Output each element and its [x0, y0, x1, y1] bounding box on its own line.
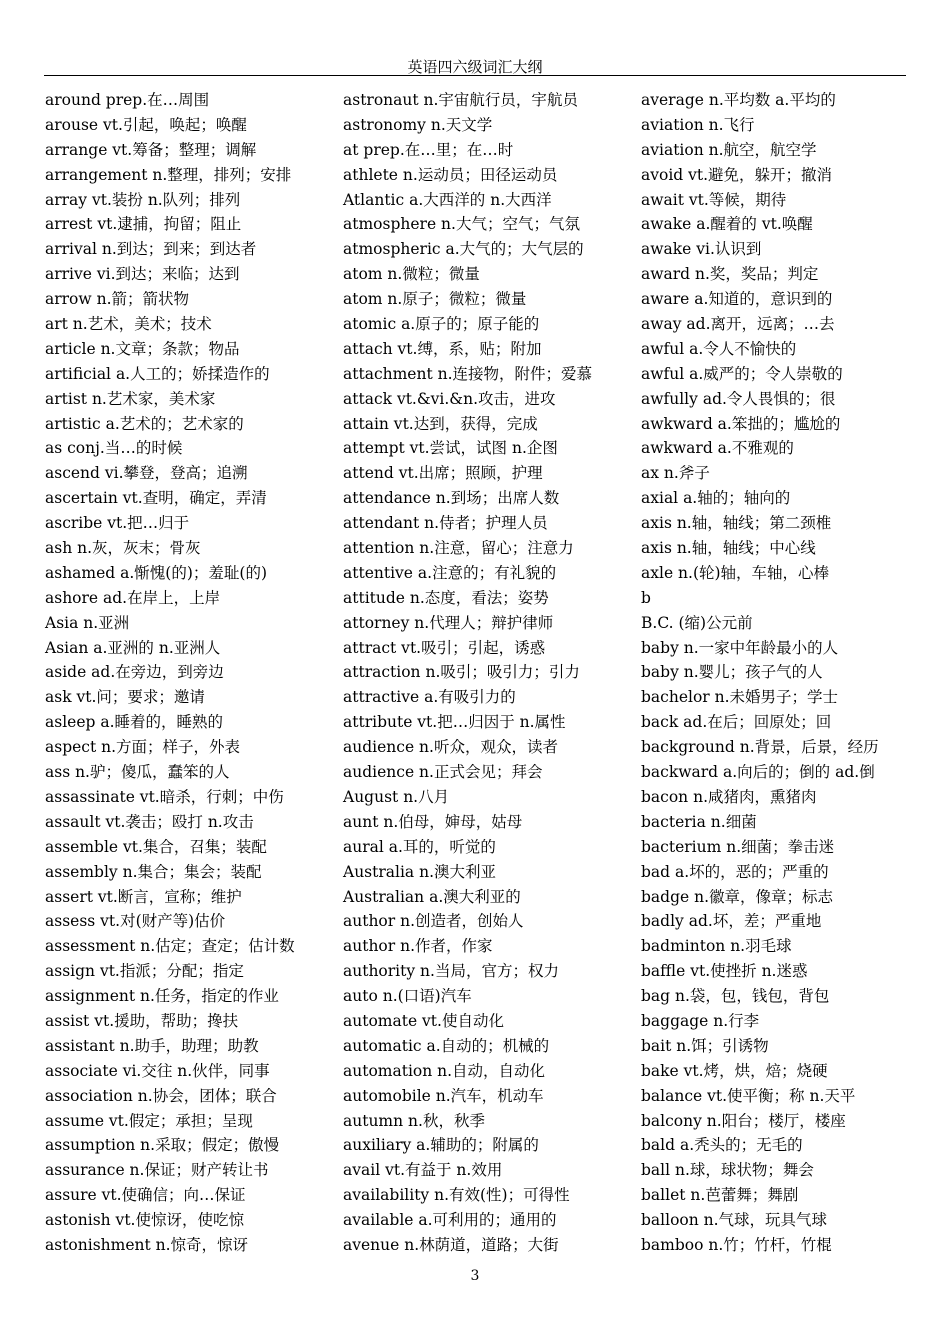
vocab-entry: b — [641, 588, 651, 607]
vocab-entry: aspect n.方面；样子，外表 — [45, 738, 241, 757]
vocab-entry: bamboo n.竹；竹杆，竹棍 — [641, 1235, 832, 1254]
vocab-entry: art n.艺术，美术；技术 — [45, 315, 212, 334]
vocab-entry: assignment n.任务，指定的作业 — [45, 987, 279, 1006]
vocab-entry: astronaut n.宇宙航行员，宇航员 — [343, 91, 578, 109]
vocab-entry: attach vt.缚，系，贴；附加 — [343, 339, 542, 358]
vocab-entry: aunt n.伯母，婶母，姑母 — [343, 812, 523, 831]
vocab-entry: away ad.离开，远离；…去 — [641, 315, 835, 334]
vocab-entry: avail vt.有益于 n.效用 — [343, 1161, 503, 1180]
header-rule — [44, 75, 906, 76]
vocab-entry: attempt vt.尝试，试图 n.企图 — [343, 439, 558, 458]
vocab-entry: baby n.一家中年龄最小的人 — [641, 638, 839, 657]
vocab-entry: Atlantic a.大西洋的 n.大西洋 — [343, 190, 552, 209]
vocab-entry: assist vt.援助，帮助；搀扶 — [45, 1011, 239, 1030]
vocab-entry: ascertain vt.查明，确定，弄清 — [45, 489, 267, 508]
vocab-entry: bad a.坏的，恶的；严重的 — [641, 862, 829, 881]
page-number: 3 — [470, 1268, 480, 1284]
vocab-entry: autumn n.秋，秋季 — [343, 1111, 485, 1130]
vocab-entry: astonishment n.惊奇，惊讶 — [45, 1235, 249, 1254]
vocab-entry: attention n.注意，留心；注意力 — [343, 539, 574, 558]
vocab-entry: ashore ad.在岸上，上岸 — [45, 588, 221, 607]
vocab-entry: attendance n.到场；出席人数 — [343, 489, 560, 508]
vocab-entry: attorney n.代理人；辩护律师 — [343, 613, 554, 632]
vocab-entry: auto n.(口语)汽车 — [343, 987, 472, 1006]
vocab-column-3 — [641, 88, 879, 1258]
vocab-column-1 — [45, 88, 295, 1258]
vocab-entry: await vt.等候，期待 — [641, 190, 787, 209]
vocab-entry: attendant n.侍者；护理人员 — [343, 514, 548, 533]
vocab-entry: arrangement n.整理，排列；安排 — [45, 165, 292, 184]
vocab-entry: baggage n.行李 — [641, 1011, 760, 1030]
vocab-entry: back ad.在后；回原处；回 — [641, 713, 832, 732]
vocab-entry: attitude n.态度，看法；姿势 — [343, 588, 549, 607]
vocab-entry: arrive vi.到达；来临；达到 — [45, 265, 240, 284]
vocab-entry: ascend vi.攀登，登高；追溯 — [45, 464, 248, 483]
vocab-entry: balance vt.使平衡；称 n.天平 — [641, 1086, 856, 1105]
vocab-entry: bake vt.烤，烘，焙；烧硬 — [641, 1061, 828, 1080]
vocab-entry: baffle vt.使挫折 n.迷惑 — [641, 962, 808, 981]
vocab-column-2 — [343, 88, 592, 1258]
vocab-entry: assistant n.助手，助理；助教 — [45, 1036, 259, 1055]
vocab-entry: assure vt.使确信；向…保证 — [45, 1186, 246, 1205]
vocab-entry: avoid vt.避免，躲开；撤消 — [641, 165, 833, 184]
vocab-entry: awake vi.认识到 — [641, 240, 762, 259]
vocab-entry: Asia n.亚洲 — [45, 613, 130, 632]
vocab-entry: ashamed a.惭愧(的)；羞耻(的) — [45, 563, 267, 582]
vocab-entry: availability n.有效(性)；可得性 — [343, 1186, 570, 1205]
vocab-entry: athlete n.运动员；田径运动员 — [343, 165, 558, 184]
vocab-entry: bald a.秃头的；无毛的 — [641, 1136, 803, 1155]
vocab-entry: bait n.饵；引诱物 — [641, 1036, 769, 1055]
vocab-entry: arrange vt.筹备；整理；调解 — [45, 140, 257, 159]
vocab-entry: atmosphere n.大气；空气；气氛 — [343, 215, 580, 234]
vocab-entry: background n.背景，后景，经历 — [641, 738, 879, 757]
vocab-entry: automatic a.自动的；机械的 — [343, 1036, 550, 1055]
vocab-entry: ask vt.问；要求；邀请 — [45, 688, 205, 707]
vocab-entry: around prep.在…周围 — [45, 91, 210, 109]
vocab-entry: average n.平均数 a.平均的 — [641, 91, 836, 109]
vocab-entry: atom n.微粒；微量 — [343, 265, 480, 284]
vocab-entry: audience n.听众，观众，读者 — [343, 738, 558, 757]
vocab-entry: badminton n.羽毛球 — [641, 937, 792, 956]
vocab-entry: assert vt.断言，宣称；维护 — [45, 887, 242, 906]
vocab-entry: axle n.(轮)轴，车轴，心棒 — [641, 563, 830, 582]
vocab-entry: atomic a.原子的；原子能的 — [343, 315, 540, 334]
vocab-entry: assassinate vt.暗杀，行刺；中伤 — [45, 787, 284, 806]
vocab-entry: attain vt.达到，获得，完成 — [343, 414, 538, 433]
vocab-entry: artistic a.艺术的；艺术家的 — [45, 414, 244, 433]
vocab-entry: as conj.当…的时候 — [45, 439, 183, 458]
vocab-entry: ascribe vt.把…归于 — [45, 514, 190, 533]
vocab-entry: author n.创造者，创始人 — [343, 912, 524, 931]
vocab-entry: astonish vt.使惊讶，使吃惊 — [45, 1211, 244, 1230]
vocab-entry: artificial a.人工的；娇揉造作的 — [45, 364, 270, 383]
vocab-entry: backward a.向后的；倒的 ad.倒 — [641, 763, 875, 782]
vocab-entry: badly ad.坏，差；严重地 — [641, 912, 822, 931]
vocab-entry: bachelor n.未婚男子；学士 — [641, 688, 839, 707]
vocab-entry: available a.可利用的；通用的 — [343, 1211, 557, 1230]
vocab-entry: attraction n.吸引；吸引力；引力 — [343, 663, 580, 682]
vocab-entry: ballet n.芭蕾舞；舞剧 — [641, 1186, 799, 1205]
vocab-entry: article n.文章；条款；物品 — [45, 339, 240, 358]
vocab-entry: association n.协会，团体；联合 — [45, 1086, 277, 1105]
vocab-entry: balcony n.阳台；楼厅，楼座 — [641, 1111, 846, 1130]
vocab-entry: assemble vt.集合，召集；装配 — [45, 837, 267, 856]
vocab-entry: award n.奖，奖品；判定 — [641, 265, 819, 284]
vocab-entry: axis n.轴，轴线；中心线 — [641, 539, 816, 558]
vocab-entry: audience n.正式会见；拜会 — [343, 763, 543, 782]
vocab-entry: B.C. (缩)公元前 — [641, 613, 753, 632]
vocab-entry: awfully ad.令人畏惧的；很 — [641, 389, 836, 408]
vocab-entry: array vt.装扮 n.队列；排列 — [45, 190, 241, 209]
vocab-entry: arrival n.到达；到来；到达者 — [45, 240, 257, 259]
vocab-entry: axis n.轴，轴线；第二颈椎 — [641, 514, 832, 533]
vocab-entry: bag n.袋，包，钱包，背包 — [641, 987, 830, 1006]
vocab-entry: atom n.原子；微粒；微量 — [343, 290, 527, 309]
vocab-entry: aviation n.飞行 — [641, 115, 755, 134]
vocab-entry: badge n.徽章，像章；标志 — [641, 887, 834, 906]
vocab-entry: assurance n.保证；财产转让书 — [45, 1161, 269, 1180]
vocab-entry: authority n.当局，官方；权力 — [343, 962, 559, 981]
vocab-entry: aside ad.在旁边，到旁边 — [45, 663, 224, 682]
vocab-entry: assess vt.对(财产等)估价 — [45, 912, 226, 931]
vocab-entry: baby n.婴儿；孩子气的人 — [641, 663, 823, 682]
vocab-entry: attribute vt.把…归因于 n.属性 — [343, 713, 566, 732]
vocab-entry: attachment n.连接物，附件；爱慕 — [343, 364, 593, 383]
vocab-entry: astronomy n.天文学 — [343, 115, 493, 134]
vocab-entry: attract vt.吸引；引起，诱惑 — [343, 638, 546, 657]
vocab-entry: at prep.在…里；在…时 — [343, 140, 514, 159]
vocab-entry: bacterium n.细菌；拳击迷 — [641, 837, 835, 856]
vocab-entry: auxiliary a.辅助的；附属的 — [343, 1136, 539, 1155]
vocab-entry: assault vt.袭击；殴打 n.攻击 — [45, 812, 254, 831]
vocab-entry: attractive a.有吸引力的 — [343, 688, 516, 707]
vocab-entry: arouse vt.引起，唤起；唤醒 — [45, 115, 247, 134]
vocab-entry: Australian a.澳大利亚的 — [343, 887, 521, 906]
vocab-entry: automation n.自动，自动化 — [343, 1061, 546, 1080]
vocab-entry: arrow n.箭；箭状物 — [45, 290, 189, 309]
vocab-entry: atmospheric a.大气的；大气层的 — [343, 240, 584, 259]
vocab-entry: attentive a.注意的；有礼貌的 — [343, 563, 557, 582]
vocab-entry: assessment n.估定；查定；估计数 — [45, 937, 295, 956]
vocab-entry: awful a.威严的；令人崇敬的 — [641, 364, 843, 383]
vocab-entry: artist n.艺术家，美术家 — [45, 389, 216, 408]
vocab-entry: Australia n.澳大利亚 — [343, 862, 497, 881]
vocab-entry: assembly n.集合；集会；装配 — [45, 862, 262, 881]
vocab-entry: attend vt.出席；照顾，护理 — [343, 464, 543, 483]
vocab-entry: awful a.令人不愉快的 — [641, 339, 797, 358]
vocab-entry: aware a.知道的，意识到的 — [641, 290, 833, 309]
vocab-entry: arrest vt.逮捕，拘留；阻止 — [45, 215, 242, 234]
vocab-entry: awkward a.笨拙的；尴尬的 — [641, 414, 841, 433]
running-header: 英语四六级词汇大纲 — [407, 58, 543, 76]
vocab-entry: assume vt.假定；承担；呈现 — [45, 1111, 253, 1130]
vocab-entry: avenue n.林荫道，道路；大街 — [343, 1235, 559, 1254]
vocab-entry: axial a.轴的；轴向的 — [641, 489, 791, 508]
vocab-entry: asleep a.睡着的，睡熟的 — [45, 713, 224, 732]
vocab-entry: assign vt.指派；分配；指定 — [45, 962, 244, 981]
vocab-entry: automate vt.使自动化 — [343, 1011, 504, 1030]
vocab-entry: assumption n.采取；假定；傲慢 — [45, 1136, 280, 1155]
vocab-entry: bacteria n.细菌 — [641, 812, 757, 831]
vocab-entry: ass n.驴；傻瓜，蠢笨的人 — [45, 763, 230, 782]
vocab-entry: aural a.耳的，听觉的 — [343, 837, 496, 856]
vocab-entry: aviation n.航空，航空学 — [641, 140, 817, 159]
vocab-entry: balloon n.气球，玩具气球 — [641, 1211, 828, 1230]
vocab-entry: automobile n.汽车，机动车 — [343, 1086, 544, 1105]
vocab-entry: awkward a.不雅观的 — [641, 439, 794, 458]
vocab-entry: awake a.醒着的 vt.唤醒 — [641, 215, 813, 234]
vocab-entry: attack vt.&vi.&n.攻击，进攻 — [343, 389, 556, 408]
vocab-entry: ax n.斧子 — [641, 464, 710, 483]
vocab-entry: August n.八月 — [343, 787, 450, 806]
vocab-entry: associate vi.交往 n.伙伴，同事 — [45, 1061, 270, 1080]
vocab-entry: ball n.球，球状物；舞会 — [641, 1161, 814, 1180]
vocab-entry: ash n.灰，灰末；骨灰 — [45, 539, 201, 558]
vocab-entry: bacon n.咸猪肉，熏猪肉 — [641, 787, 817, 806]
vocab-entry: author n.作者，作家 — [343, 937, 493, 956]
vocab-entry: Asian a.亚洲的 n.亚洲人 — [45, 638, 221, 657]
